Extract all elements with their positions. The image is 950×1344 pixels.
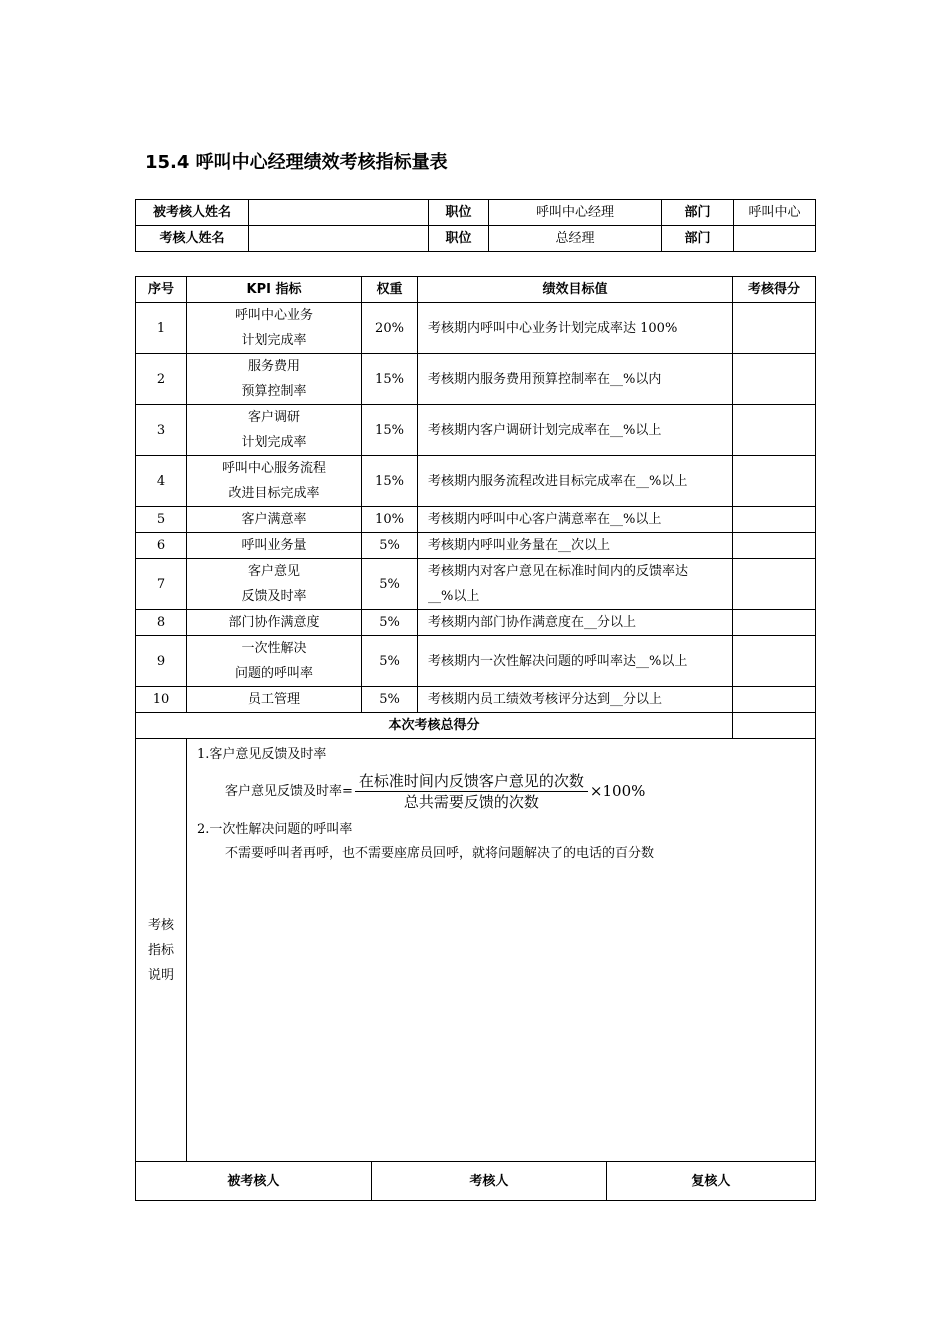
row-no: 10: [136, 687, 187, 713]
row-weight: 20%: [362, 303, 418, 354]
assessee-position-value: 呼叫中心经理: [489, 200, 662, 226]
kpi-line-2: 计划完成率: [241, 333, 307, 348]
table-row: [136, 559, 816, 610]
assessor-name-field[interactable]: [249, 226, 429, 252]
row-kpi: [187, 559, 362, 610]
row-kpi: 员工管理: [187, 687, 362, 713]
row-no: 7: [136, 559, 187, 610]
row-no: 1: [136, 303, 187, 354]
row-score-field[interactable]: [733, 405, 816, 456]
formula-multiplier: ×100%: [589, 782, 646, 800]
kpi-line-1: 呼叫中心服务流程: [221, 461, 326, 476]
notes-label-line-3: 说明: [147, 967, 174, 983]
row-target: 考核期内一次性解决问题的呼叫率达__%以上: [418, 636, 733, 687]
formula-lhs: 客户意见反馈及时率=: [225, 784, 353, 799]
row-target: 考核期内客户调研计划完成率在__%以上: [418, 405, 733, 456]
row-no: 4: [136, 456, 187, 507]
target-line-1: 考核期内对客户意见在标准时间内的反馈率达: [428, 564, 689, 579]
note-2-text: 不需要呼叫者再呼，也不需要座席员回呼，就将问题解决了的电话的百分数: [225, 846, 655, 861]
table-row: [136, 354, 816, 405]
table-row: [136, 456, 816, 507]
row-kpi: [187, 456, 362, 507]
reviewer-signature[interactable]: 复核人: [691, 1173, 731, 1189]
kpi-line-2: 反馈及时率: [241, 589, 307, 604]
total-row: [136, 713, 816, 739]
row-no: 6: [136, 533, 187, 559]
row-kpi: [187, 636, 362, 687]
header-score: 考核得分: [733, 277, 816, 303]
info-row-assessee: [136, 200, 816, 226]
table-row: [136, 687, 816, 713]
kpi-line-1: 服务费用: [247, 359, 300, 374]
kpi-line-1: 客户意见: [247, 564, 300, 579]
row-score-field[interactable]: [733, 687, 816, 713]
assessor-signature[interactable]: 考核人: [371, 1162, 606, 1200]
header-target: 绩效目标值: [418, 277, 733, 303]
kpi-table: [135, 276, 816, 1201]
notes-label: [136, 739, 187, 1162]
row-weight: 5%: [362, 687, 418, 713]
row-score-field[interactable]: [733, 303, 816, 354]
row-score-field[interactable]: [733, 533, 816, 559]
table-row: [136, 303, 816, 354]
row-score-field[interactable]: [733, 507, 816, 533]
row-weight: 5%: [362, 636, 418, 687]
row-score-field[interactable]: [733, 456, 816, 507]
signature-cell: [136, 1162, 816, 1201]
row-weight: 5%: [362, 559, 418, 610]
assessee-name-field[interactable]: [249, 200, 429, 226]
row-score-field[interactable]: [733, 559, 816, 610]
kpi-line-2: 问题的呼叫率: [234, 666, 313, 681]
assessee-position-label: 职位: [429, 200, 489, 226]
kpi-line-1: 一次性解决: [241, 641, 307, 656]
row-kpi: 客户满意率: [187, 507, 362, 533]
row-weight: 15%: [362, 405, 418, 456]
note-1-title: 1.客户意见反馈及时率: [197, 747, 327, 762]
kpi-line-1: 客户调研: [247, 410, 300, 425]
page-title: 15.4 呼叫中心经理绩效考核指标量表: [145, 152, 448, 173]
row-target: [418, 559, 733, 610]
header-kpi: KPI 指标: [187, 277, 362, 303]
total-score-label: 本次考核总得分: [136, 713, 733, 739]
row-weight: 15%: [362, 456, 418, 507]
row-target: 考核期内呼叫中心业务计划完成率达 100%: [418, 303, 733, 354]
row-kpi: [187, 354, 362, 405]
assessee-dept-value: 呼叫中心: [734, 200, 816, 226]
row-score-field[interactable]: [733, 610, 816, 636]
row-weight: 5%: [362, 533, 418, 559]
assessor-dept-field[interactable]: [734, 226, 816, 252]
info-table: [135, 199, 816, 252]
row-score-field[interactable]: [733, 636, 816, 687]
row-weight: 15%: [362, 354, 418, 405]
row-score-field[interactable]: [733, 354, 816, 405]
header-weight: 权重: [362, 277, 418, 303]
notes-content: [187, 739, 816, 1162]
kpi-line-2: 改进目标完成率: [228, 486, 320, 501]
kpi-line-2: 预算控制率: [241, 384, 307, 399]
assessor-position-label: 职位: [429, 226, 489, 252]
kpi-line-2: 计划完成率: [241, 435, 307, 450]
assessor-dept-label: 部门: [662, 226, 734, 252]
formula-numerator: 在标准时间内反馈客户意见的次数: [355, 771, 588, 792]
assessor-position-value: 总经理: [489, 226, 662, 252]
row-kpi: 呼叫业务量: [187, 533, 362, 559]
notes-label-line-1: 考核: [147, 917, 174, 933]
note-2-title: 2.一次性解决问题的呼叫率: [197, 822, 353, 837]
row-target: 考核期内呼叫业务量在__次以上: [418, 533, 733, 559]
table-row: [136, 636, 816, 687]
row-kpi: [187, 405, 362, 456]
row-no: 9: [136, 636, 187, 687]
notes-label-line-2: 指标: [147, 942, 174, 958]
assessee-dept-label: 部门: [662, 200, 734, 226]
row-no: 5: [136, 507, 187, 533]
row-target: 考核期内部门协作满意度在__分以上: [418, 610, 733, 636]
row-no: 2: [136, 354, 187, 405]
signature-table: [136, 1162, 815, 1200]
assessor-name-label: 考核人姓名: [136, 226, 249, 252]
signature-row: [136, 1162, 816, 1201]
table-row: [136, 507, 816, 533]
total-score-field[interactable]: [733, 713, 816, 739]
table-row: [136, 610, 816, 636]
table-row: [136, 533, 816, 559]
formula-fraction: [355, 771, 588, 812]
row-target: 考核期内服务流程改进目标完成率在__%以上: [418, 456, 733, 507]
assessee-signature[interactable]: 被考核人: [136, 1162, 371, 1200]
notes-row: [136, 739, 816, 1162]
target-line-2: __%以上: [428, 589, 480, 604]
note-1-formula: [225, 771, 805, 812]
kpi-header-row: [136, 277, 816, 303]
row-weight: 5%: [362, 610, 418, 636]
assessee-name-label: 被考核人姓名: [136, 200, 249, 226]
row-weight: 10%: [362, 507, 418, 533]
row-target: 考核期内呼叫中心客户满意率在__%以上: [418, 507, 733, 533]
kpi-line-1: 呼叫中心业务: [234, 308, 313, 323]
row-no: 8: [136, 610, 187, 636]
row-kpi: [187, 303, 362, 354]
table-row: [136, 405, 816, 456]
row-target: 考核期内服务费用预算控制率在__%以内: [418, 354, 733, 405]
info-row-assessor: [136, 226, 816, 252]
header-no: 序号: [136, 277, 187, 303]
row-kpi: 部门协作满意度: [187, 610, 362, 636]
formula-denominator: 总共需要反馈的次数: [403, 793, 539, 811]
row-no: 3: [136, 405, 187, 456]
row-target: 考核期内员工绩效考核评分达到__分以上: [418, 687, 733, 713]
